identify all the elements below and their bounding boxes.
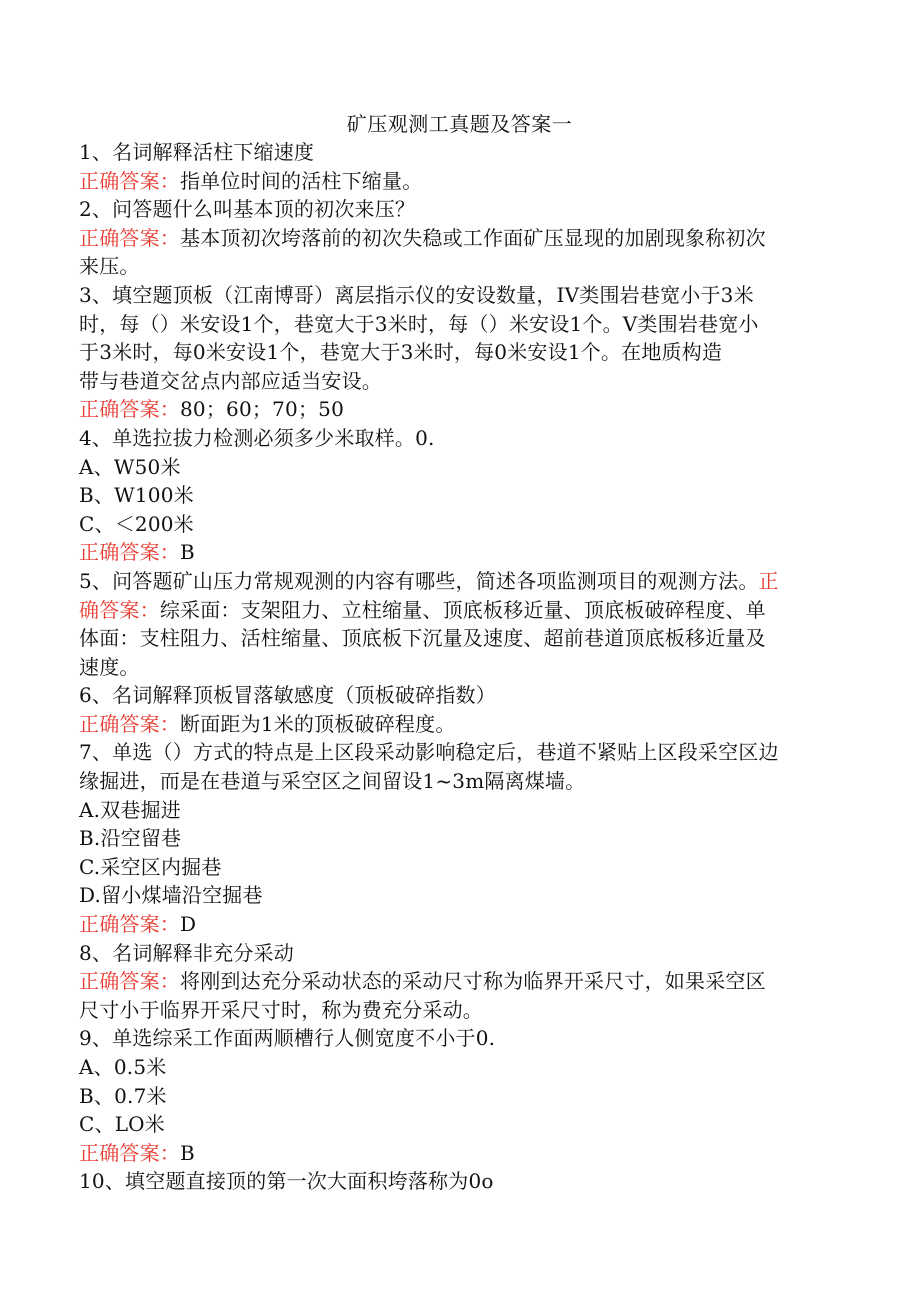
text-line [79,738,840,767]
line-text: 80；60；70；50 [180,397,344,422]
line-text: 10、填空题直接顶的第一次大面积垮落称为0o [79,1169,494,1194]
text-line [79,424,840,453]
line-text: D.留小煤墙沿空掘巷 [79,883,263,908]
line-text: 1、名词解释活柱下缩速度 [79,140,315,164]
line-text: 将刚到达充分采动状态的采动尺寸称为临界开采尺寸，如果采空区 [180,969,766,994]
line-text: A.双巷掘进 [79,797,182,822]
line-text: A、0.5米 [79,1055,167,1079]
line-text: D [180,912,197,937]
text-line [79,510,840,539]
answer-label: 正 [758,568,779,593]
line-text: C、＜200米 [79,511,194,536]
text-line [79,1024,840,1053]
text-line [79,1082,840,1111]
text-line [79,1110,840,1139]
text-line [79,138,840,167]
answer-line [79,395,840,424]
line-text: C、LO米 [79,1112,165,1137]
line-text: 综采面：支架阻力、立柱缩量、顶底板移近量、顶底板破碎程度、单 [159,597,766,622]
text-line [79,195,840,224]
answer-line [79,1139,840,1168]
document-title: 矿压观测工真题及答案一 [346,112,573,136]
text-line [79,310,840,339]
line-text: 来压。 [79,254,140,279]
line-text: 尺寸小于临界开采尺寸时，称为费充分采动。 [79,997,483,1022]
answer-label: 正确答案： [79,711,180,736]
line-text: 带与巷道交岔点内部应适当安设。 [79,368,382,393]
line-text: B、W100米 [79,483,194,508]
line-text: B [180,540,195,565]
answer-line [79,910,840,939]
text-line [79,567,840,596]
line-text: B.沿空留巷 [79,826,182,851]
text-line [79,881,840,910]
text-line [79,796,840,825]
answer-label: 正确答案： [79,168,180,193]
line-text: 于3米时，每0米安设1个，巷宽大于3米时，每0米安设1个。在地质构造 [79,340,723,365]
text-line [79,453,840,482]
line-text: 基本顶初次垮落前的初次失稳或工作面矿压显现的加剧现象称初次 [180,225,766,250]
answer-line [79,224,840,253]
line-text: 8、名词解释非充分采动 [79,940,294,965]
text-line [79,939,840,968]
line-text: 体面：支柱阻力、活柱缩量、顶底板下沉量及速度、超前巷道顶底板移近量及 [79,626,766,651]
answer-label: 正确答案： [79,540,180,565]
line-text: 4、单选拉拔力检测必须多少米取样。0. [79,425,435,450]
text-line [79,653,840,682]
line-text: B [180,1140,195,1165]
document-body [79,138,840,1196]
text-line [79,853,840,882]
line-text: 2、问答题什么叫基本顶的初次来压？ [79,197,416,222]
answer-line [79,710,840,739]
text-line [79,824,840,853]
answer-label: 确答案： [79,597,160,622]
line-text: 6、名词解释顶板冒落敏感度（顶板破碎指数） [79,683,496,708]
line-text: 速度。 [79,654,140,679]
line-text: 时，每（）米安设1个，巷宽大于3米时，每（）米安设1个。V类围岩巷宽小 [79,311,759,336]
answer-line [79,596,840,625]
text-line [79,996,840,1025]
answer-label: 正确答案： [79,969,180,994]
line-text: 缘掘进，而是在巷道与采空区之间留设1~3m隔离煤墙。 [79,769,586,794]
text-line [79,1167,840,1196]
line-text: 9、单选综采工作面两顺槽行人侧宽度不小于0. [79,1026,496,1051]
text-line [79,338,840,367]
line-text: 7、单选（）方式的特点是上区段采动影响稳定后，巷道不紧贴上区段采空区边 [79,740,779,765]
answer-line [79,967,840,996]
line-text: C.采空区内掘巷 [79,854,222,879]
answer-label: 正确答案： [79,397,180,422]
text-line [79,681,840,710]
line-text: 指单位时间的活柱下缩量。 [180,168,423,193]
text-line [79,281,840,310]
line-text: 3、填空题顶板（江南博哥）离层指示仪的安设数量，IV类围岩巷宽小于3米 [79,282,754,307]
line-text: A、W50米 [79,454,181,479]
text-line [79,767,840,796]
answer-line [79,167,840,196]
text-line [79,1053,840,1082]
text-line [79,624,840,653]
answer-line [79,538,840,567]
text-line [79,367,840,396]
answer-label: 正确答案： [79,912,180,937]
line-text: 5、问答题矿山压力常规观测的内容有哪些，简述各项监测项目的观测方法。 [79,568,759,593]
text-line [79,252,840,281]
line-text: 断面距为1米的顶板破碎程度。 [180,711,456,736]
text-line [79,481,840,510]
answer-label: 正确答案： [79,225,180,250]
answer-label: 正确答案： [79,1140,180,1165]
line-text: B、0.7米 [79,1083,167,1108]
